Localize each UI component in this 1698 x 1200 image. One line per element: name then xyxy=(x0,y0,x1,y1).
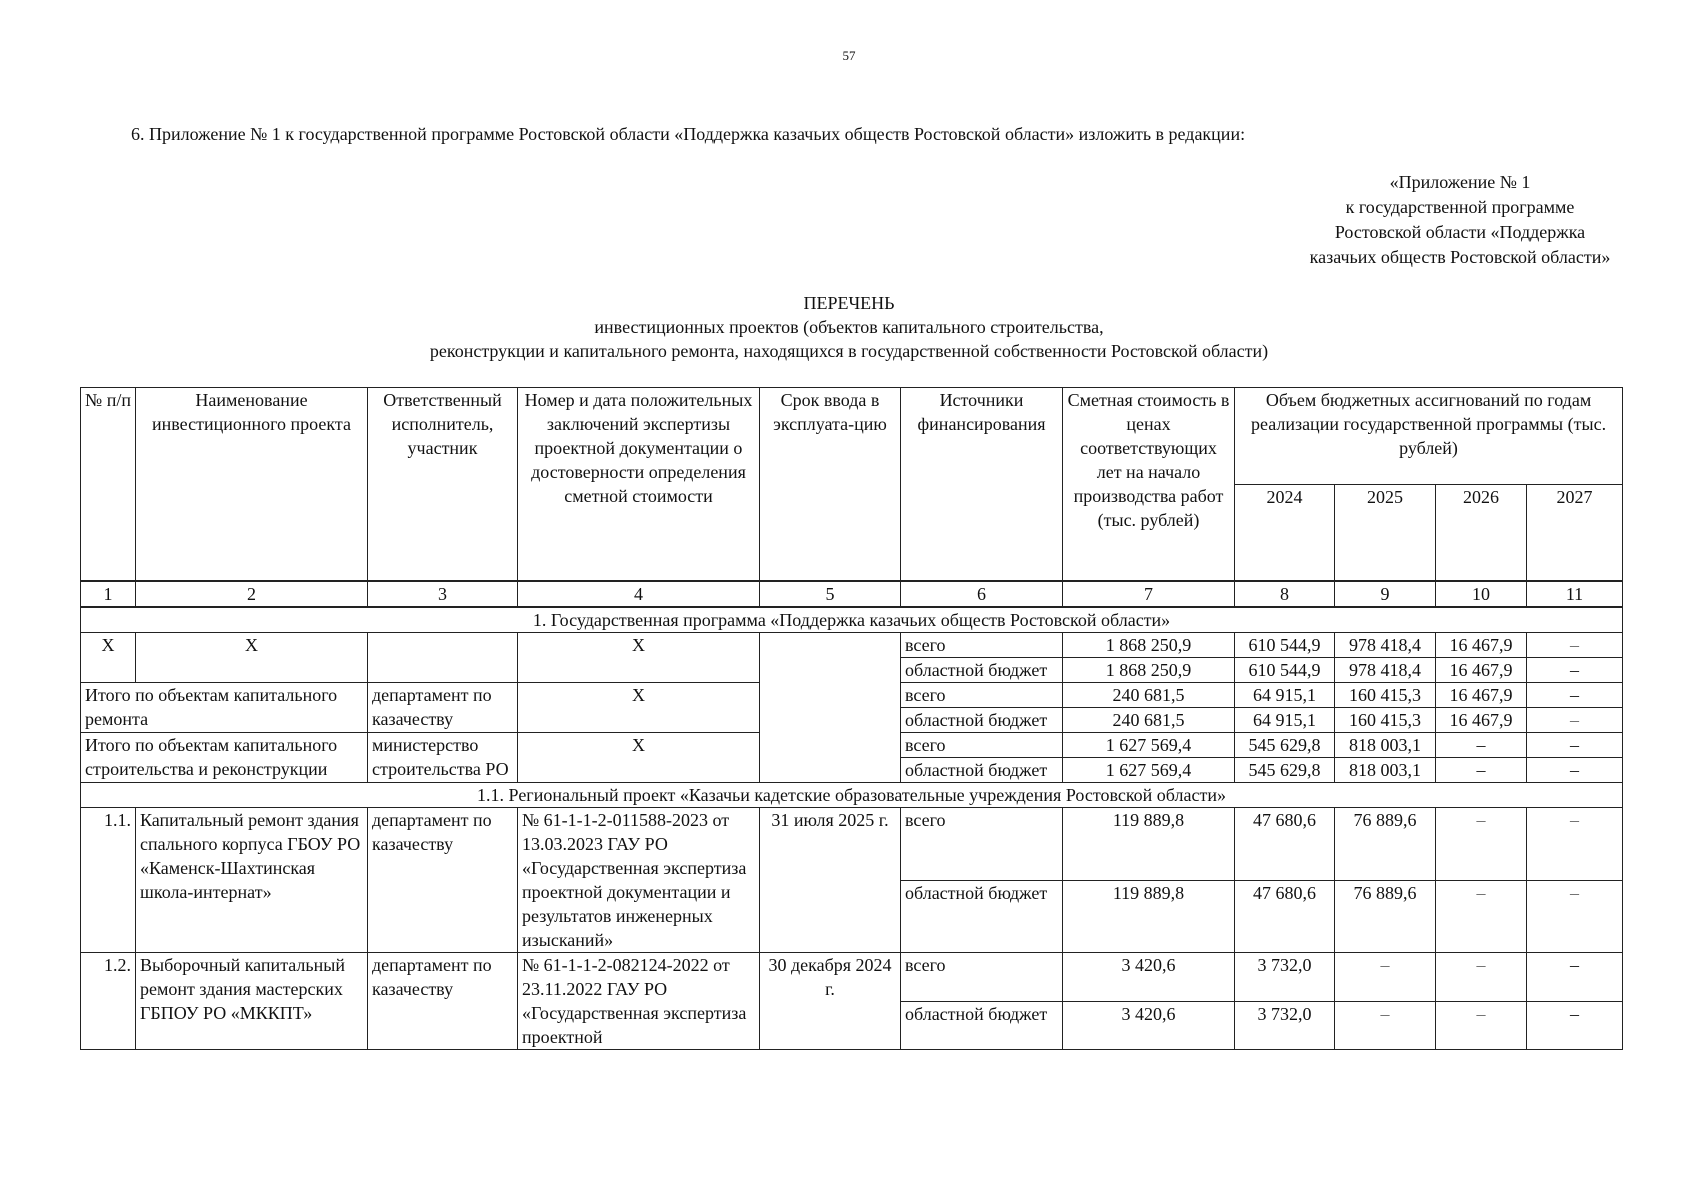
cell-2024: 47 680,6 xyxy=(1235,808,1335,881)
cell-expertise: X xyxy=(518,733,760,783)
cell-executor: департамент по казачеству xyxy=(368,808,518,953)
cell-2027: – xyxy=(1527,658,1623,683)
cell-2026: – xyxy=(1436,1001,1527,1050)
column-numbers-row xyxy=(81,581,1623,607)
cell-2026: 16 467,9 xyxy=(1436,683,1527,708)
cell-source: областной бюджет xyxy=(901,658,1063,683)
header-year: 2026 xyxy=(1436,485,1527,582)
cell-expertise: № 61-1-1-2-011588-2023 от 13.03.2023 ГАУ РО «Государственная экспертиза проектной документации и результатов инженерных изысканий» xyxy=(518,808,760,953)
page-number: 57 xyxy=(842,48,856,63)
document-title xyxy=(0,291,1698,363)
section-row xyxy=(81,783,1623,808)
cell-term: 30 декабря 2024 г. xyxy=(760,953,901,1050)
cell-expertise: X xyxy=(518,633,760,683)
header-cost: Сметная стоимость в ценах соответствующих лет на начало производства работ (тыс. рублей) xyxy=(1063,388,1235,582)
cell-2025: 818 003,1 xyxy=(1335,733,1436,758)
header-term: Срок ввода в эксплуата-цию xyxy=(760,388,901,582)
appendix-note-line: казачьих обществ Ростовской области» xyxy=(1309,247,1611,267)
cell-2027: – xyxy=(1527,758,1623,783)
section-title: 1.1. Региональный проект «Казачьи кадетские образовательные учреждения Ростовской области» xyxy=(81,783,1623,808)
header-sources: Источники финансирования xyxy=(901,388,1063,582)
title-heading: ПЕРЕЧЕНЬ xyxy=(803,293,895,313)
cell-2025: 978 418,4 xyxy=(1335,633,1436,658)
cell-2026: – xyxy=(1436,758,1527,783)
cell-2025: 160 415,3 xyxy=(1335,708,1436,733)
cell-source: областной бюджет xyxy=(901,708,1063,733)
cell-source: всего xyxy=(901,808,1063,881)
section-title: 1. Государственная программа «Поддержка казачьих обществ Ростовской области» xyxy=(81,607,1623,633)
header-num: № п/п xyxy=(81,388,136,582)
cell-2024: 610 544,9 xyxy=(1235,633,1335,658)
cell-2027: – xyxy=(1527,880,1623,953)
cell-2024: 545 629,8 xyxy=(1235,758,1335,783)
column-number: 1 xyxy=(81,581,136,607)
header-year: 2024 xyxy=(1235,485,1335,582)
cell-2025: 76 889,6 xyxy=(1335,808,1436,881)
cell-2024: 64 915,1 xyxy=(1235,683,1335,708)
cell-2025: – xyxy=(1335,953,1436,1002)
cell-cost: 119 889,8 xyxy=(1063,808,1235,881)
column-number: 7 xyxy=(1063,581,1235,607)
section-row xyxy=(81,607,1623,633)
cell-source: областной бюджет xyxy=(901,758,1063,783)
cell-term: 31 июля 2025 г. xyxy=(760,808,901,953)
cell-2027: – xyxy=(1527,708,1623,733)
cell-source: всего xyxy=(901,683,1063,708)
cell-executor: департамент по казачеству xyxy=(368,953,518,1050)
table-row xyxy=(81,633,1623,658)
column-number: 10 xyxy=(1436,581,1527,607)
cell-2024: 47 680,6 xyxy=(1235,880,1335,953)
cell-cost: 119 889,8 xyxy=(1063,880,1235,953)
cell-2027: – xyxy=(1527,953,1623,1002)
cell-term xyxy=(760,633,901,783)
cell-source: областной бюджет xyxy=(901,880,1063,953)
appendix-note-line: «Приложение № 1 xyxy=(1389,172,1531,192)
cell-2025: 160 415,3 xyxy=(1335,683,1436,708)
cell-cost: 1 627 569,4 xyxy=(1063,733,1235,758)
column-number: 9 xyxy=(1335,581,1436,607)
title-line: реконструкции и капитального ремонта, находящихся в государственной собственности Ростовской области) xyxy=(429,341,1269,361)
header-executor: Ответственный исполнитель, участник xyxy=(368,388,518,582)
column-number: 5 xyxy=(760,581,901,607)
cell-total-label: Итого по объектам капитального строительства и реконструкции xyxy=(81,733,368,783)
cell-2027: – xyxy=(1527,683,1623,708)
cell-2025: 76 889,6 xyxy=(1335,880,1436,953)
cell-executor: департамент по казачеству xyxy=(368,683,518,733)
cell-2026: – xyxy=(1436,953,1527,1002)
cell-2025: – xyxy=(1335,1001,1436,1050)
intro-text: 6. Приложение № 1 к государственной программе Ростовской области «Поддержка казачьих обществ Ростовской области» изложить в редакции: xyxy=(131,124,1246,144)
cell-cost: 1 868 250,9 xyxy=(1063,658,1235,683)
cell-2026: – xyxy=(1436,880,1527,953)
cell-2024: 3 732,0 xyxy=(1235,953,1335,1002)
header-year: 2027 xyxy=(1527,485,1623,582)
cell-cost: 1 627 569,4 xyxy=(1063,758,1235,783)
cell-2027: – xyxy=(1527,1001,1623,1050)
cell-2027: – xyxy=(1527,633,1623,658)
column-number: 2 xyxy=(136,581,368,607)
cell-cost: 3 420,6 xyxy=(1063,953,1235,1002)
cell-2026: – xyxy=(1436,733,1527,758)
cell-source: областной бюджет xyxy=(901,1001,1063,1050)
table-row xyxy=(81,953,1623,1002)
cell-2025: 978 418,4 xyxy=(1335,658,1436,683)
cell-2027: – xyxy=(1527,733,1623,758)
column-number: 11 xyxy=(1527,581,1623,607)
cell-2024: 610 544,9 xyxy=(1235,658,1335,683)
header-budget: Объем бюджетных ассигнований по годам реализации государственной программы (тыс. рублей) xyxy=(1235,388,1623,485)
cell-executor: министерство строительства РО xyxy=(368,733,518,783)
column-number: 8 xyxy=(1235,581,1335,607)
header-year: 2025 xyxy=(1335,485,1436,582)
column-number: 3 xyxy=(368,581,518,607)
cell-num: 1.2. xyxy=(81,953,136,1050)
header-expertise: Номер и дата положительных заключений экспертизы проектной документации о достоверности определения сметной стоимости xyxy=(518,388,760,582)
cell-cost: 240 681,5 xyxy=(1063,683,1235,708)
appendix-note-line: Ростовской области «Поддержка xyxy=(1334,222,1586,242)
title-line: инвестиционных проектов (объектов капитального строительства, xyxy=(594,317,1104,337)
cell-total-label: Итого по объектам капитального ремонта xyxy=(81,683,368,733)
cell-2025: 818 003,1 xyxy=(1335,758,1436,783)
cell-name: X xyxy=(136,633,368,683)
appendix-note-line: к государственной программе xyxy=(1345,197,1575,217)
cell-source: всего xyxy=(901,633,1063,658)
cell-expertise: X xyxy=(518,683,760,733)
cell-2024: 64 915,1 xyxy=(1235,708,1335,733)
cell-num: 1.1. xyxy=(81,808,136,953)
cell-name: Капитальный ремонт здания спального корпуса ГБОУ РО «Каменск-Шахтинская школа-интернат» xyxy=(136,808,368,953)
cell-source: всего xyxy=(901,953,1063,1002)
cell-executor xyxy=(368,633,518,683)
cell-cost: 1 868 250,9 xyxy=(1063,633,1235,658)
cell-source: всего xyxy=(901,733,1063,758)
cell-name: Выборочный капитальный ремонт здания мастерских ГБПОУ РО «МККПТ» xyxy=(136,953,368,1050)
table-row xyxy=(81,808,1623,881)
header-row xyxy=(81,388,1623,485)
cell-2026: – xyxy=(1436,808,1527,881)
column-number: 6 xyxy=(901,581,1063,607)
cell-cost: 240 681,5 xyxy=(1063,708,1235,733)
cell-num: X xyxy=(81,633,136,683)
cell-2026: 16 467,9 xyxy=(1436,658,1527,683)
cell-2027: – xyxy=(1527,808,1623,881)
header-name: Наименование инвестиционного проекта xyxy=(136,388,368,582)
cell-cost: 3 420,6 xyxy=(1063,1001,1235,1050)
cell-2024: 3 732,0 xyxy=(1235,1001,1335,1050)
cell-2026: 16 467,9 xyxy=(1436,708,1527,733)
cell-expertise: № 61-1-1-2-082124-2022 от 23.11.2022 ГАУ РО «Государственная экспертиза проектной xyxy=(518,953,760,1050)
cell-2026: 16 467,9 xyxy=(1436,633,1527,658)
cell-2024: 545 629,8 xyxy=(1235,733,1335,758)
appendix-note xyxy=(1270,170,1650,270)
investment-projects-table xyxy=(80,387,1623,1050)
column-number: 4 xyxy=(518,581,760,607)
